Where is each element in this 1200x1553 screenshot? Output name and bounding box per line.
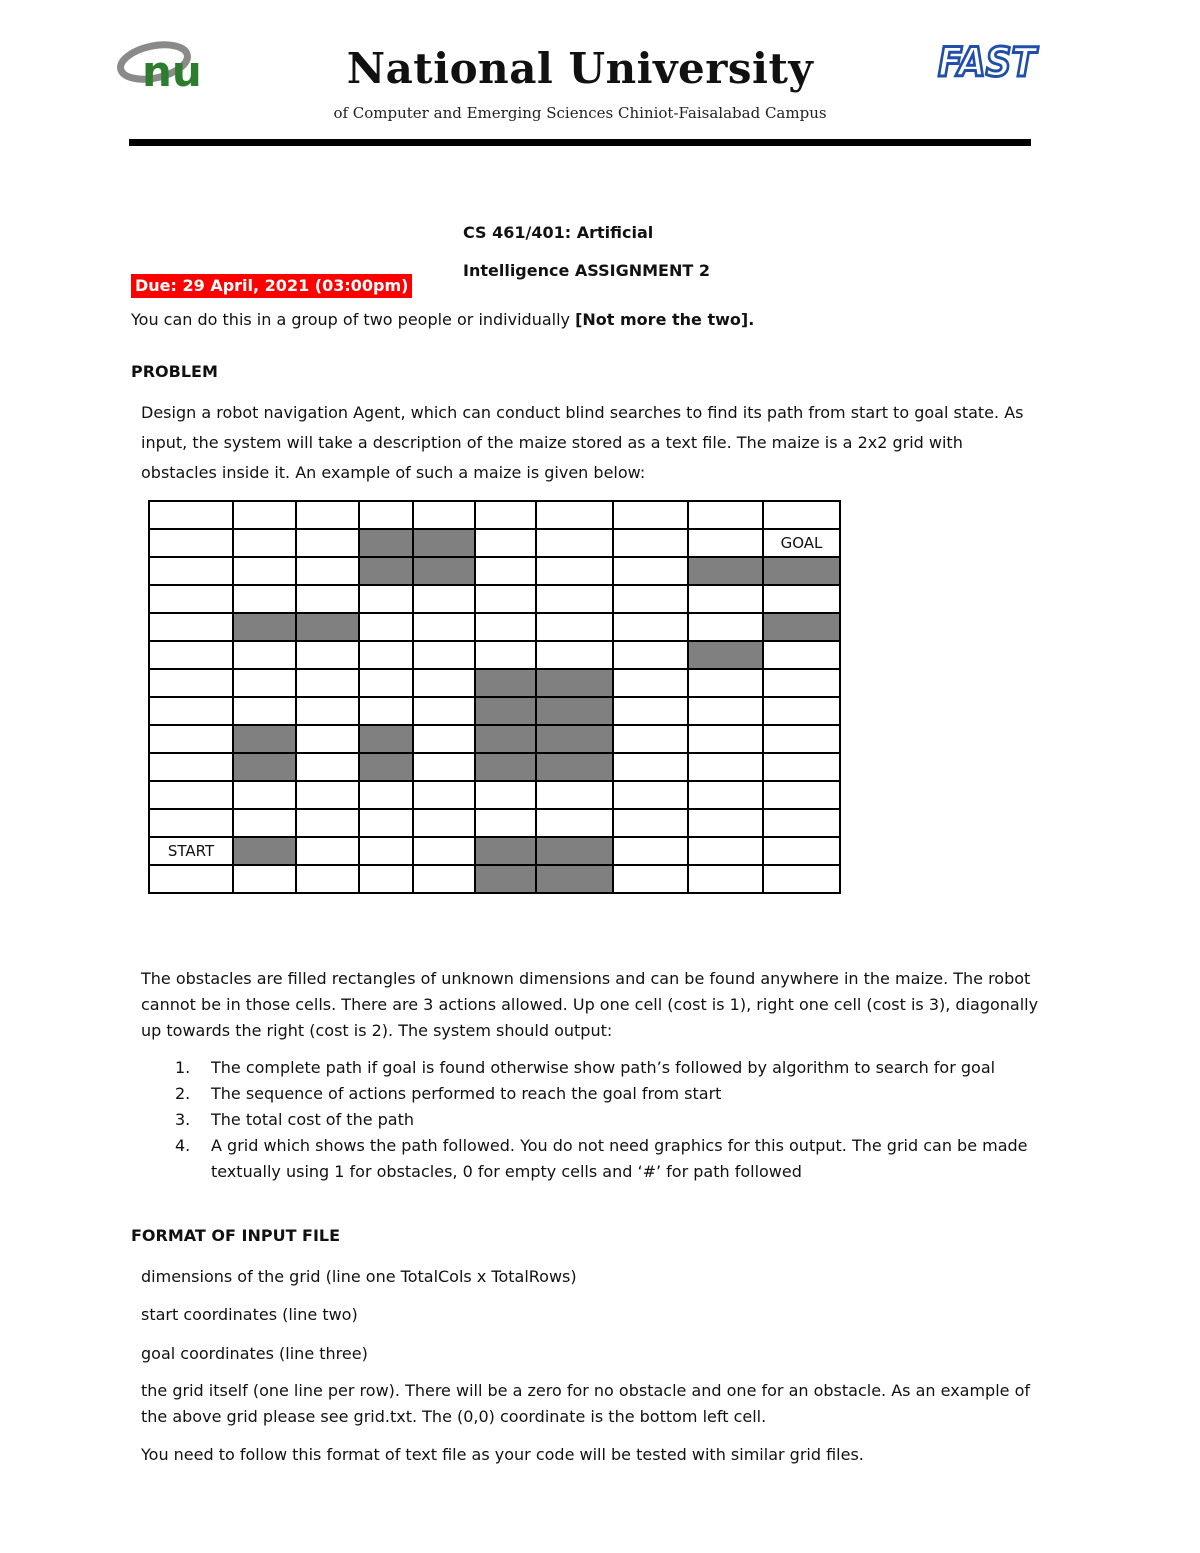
maze-empty-cell (413, 585, 475, 613)
format-line-note: You need to follow this format of text file as your code will be tested with similar grid files. (141, 1445, 864, 1464)
maze-empty-cell (763, 837, 840, 865)
maze-empty-cell (413, 501, 475, 529)
format-line-goal: goal coordinates (line three) (141, 1344, 368, 1363)
maze-empty-cell (413, 809, 475, 837)
maze-empty-cell (475, 585, 536, 613)
maze-empty-cell (149, 585, 233, 613)
maze-empty-cell (296, 669, 359, 697)
maze-empty-cell (359, 501, 413, 529)
maze-empty-cell (413, 641, 475, 669)
maze-empty-cell (613, 753, 688, 781)
maze-empty-cell (233, 557, 296, 585)
maze-obstacle-cell (475, 865, 536, 893)
list-item-text: A grid which shows the path followed. You do not need graphics for this output. The grid can be made textually using 1 for obstacles, 0 for empty cells and ‘#’ for path followed (211, 1136, 1028, 1181)
maze-empty-cell (613, 865, 688, 893)
maze-empty-cell (233, 585, 296, 613)
maze-empty-cell (359, 613, 413, 641)
maze-obstacle-cell (688, 641, 763, 669)
maze-row (149, 753, 840, 781)
maze-empty-cell (688, 613, 763, 641)
fast-logo (936, 36, 1040, 84)
maze-empty-cell (233, 697, 296, 725)
maze-empty-cell (149, 501, 233, 529)
intro-text-end: . (748, 310, 755, 329)
list-item (141, 1055, 1041, 1081)
maze-empty-cell (475, 641, 536, 669)
course-title-line1: CS 461/401: Artificial (463, 223, 654, 242)
header-rule (129, 139, 1031, 146)
maze-obstacle-cell (763, 613, 840, 641)
maze-empty-cell (149, 809, 233, 837)
maze-empty-cell (613, 725, 688, 753)
intro-text-bold: [Not more the two] (575, 310, 749, 329)
nu-logo-text: nu (142, 47, 202, 96)
maze-obstacle-cell (475, 669, 536, 697)
maze-empty-cell (149, 781, 233, 809)
maze-empty-cell (688, 697, 763, 725)
maze-empty-cell (688, 725, 763, 753)
maze-obstacle-cell (475, 753, 536, 781)
maze-row (149, 697, 840, 725)
maze-empty-cell (613, 585, 688, 613)
maze-obstacle-cell (413, 529, 475, 557)
maze-empty-cell (149, 697, 233, 725)
maze-empty-cell (613, 697, 688, 725)
list-item-text: The total cost of the path (211, 1110, 415, 1129)
maze-empty-cell (296, 529, 359, 557)
maze-obstacle-cell (536, 865, 613, 893)
maze-empty-cell (475, 809, 536, 837)
maze-empty-cell (688, 585, 763, 613)
maze-empty-cell (149, 753, 233, 781)
maze-empty-cell (536, 557, 613, 585)
maze-empty-cell (613, 613, 688, 641)
maze-empty-cell (536, 613, 613, 641)
maze-empty-cell (149, 529, 233, 557)
maze-empty-cell (763, 501, 840, 529)
maze-empty-cell (763, 585, 840, 613)
maze-empty-cell (763, 809, 840, 837)
maze-empty-cell (763, 697, 840, 725)
maze-empty-cell (149, 725, 233, 753)
maze-empty-cell (296, 837, 359, 865)
maze-empty-cell (296, 501, 359, 529)
format-line-start: start coordinates (line two) (141, 1305, 358, 1324)
list-item-number: 3. (175, 1110, 191, 1129)
maze-empty-cell (359, 669, 413, 697)
due-date-badge: Due: 29 April, 2021 (03:00pm) (131, 274, 412, 298)
maze-empty-cell (536, 585, 613, 613)
format-line-dimensions: dimensions of the grid (line one TotalCols x TotalRows) (141, 1267, 577, 1286)
maze-obstacle-cell (359, 557, 413, 585)
maze-empty-cell (475, 529, 536, 557)
maze-empty-cell (149, 613, 233, 641)
maze-empty-cell (413, 669, 475, 697)
maze-empty-cell (688, 809, 763, 837)
maze-empty-cell (536, 641, 613, 669)
list-item (141, 1081, 1041, 1107)
maze-empty-cell (413, 781, 475, 809)
maze-empty-cell (688, 781, 763, 809)
list-item-number: 1. (175, 1058, 191, 1077)
maze-empty-cell (613, 837, 688, 865)
maze-empty-cell (475, 501, 536, 529)
maze-empty-cell (233, 529, 296, 557)
maze-empty-cell (296, 641, 359, 669)
maze-empty-cell (233, 641, 296, 669)
maze-empty-cell (688, 753, 763, 781)
maze-empty-cell (613, 641, 688, 669)
maze-row (149, 585, 840, 613)
maze-row (149, 669, 840, 697)
maze-empty-cell (296, 725, 359, 753)
maze-empty-cell (613, 781, 688, 809)
maze-obstacle-cell (296, 613, 359, 641)
maze-obstacle-cell (359, 753, 413, 781)
maze-empty-cell (413, 725, 475, 753)
maze-row (149, 557, 840, 585)
format-heading: FORMAT OF INPUT FILE (131, 1226, 341, 1245)
maze-empty-cell (233, 781, 296, 809)
maze-empty-cell (688, 837, 763, 865)
maze-empty-cell (613, 529, 688, 557)
maze-obstacle-cell (413, 557, 475, 585)
maze-empty-cell (359, 697, 413, 725)
maze-empty-cell (296, 753, 359, 781)
maze-obstacle-cell (475, 837, 536, 865)
maze-empty-cell (763, 641, 840, 669)
maze-obstacle-cell (475, 725, 536, 753)
maze-empty-cell (359, 585, 413, 613)
maze-empty-cell (359, 641, 413, 669)
maze-grid (148, 500, 841, 894)
maze-empty-cell (149, 865, 233, 893)
maze-row (149, 809, 840, 837)
maze-empty-cell (763, 781, 840, 809)
maze-start-cell: START (149, 837, 233, 865)
maze-row (149, 837, 840, 865)
maze-empty-cell (688, 529, 763, 557)
maze-row (149, 725, 840, 753)
maze-empty-cell (688, 865, 763, 893)
maze-empty-cell (536, 529, 613, 557)
maze-empty-cell (763, 753, 840, 781)
maze-empty-cell (413, 753, 475, 781)
fast-logo-text: FAST (938, 40, 1039, 84)
maze-empty-cell (359, 781, 413, 809)
problem-heading: PROBLEM (131, 362, 218, 381)
maze-empty-cell (359, 809, 413, 837)
maze-empty-cell (613, 557, 688, 585)
maze-obstacle-cell (536, 725, 613, 753)
maze-empty-cell (475, 613, 536, 641)
maze-obstacle-cell (359, 725, 413, 753)
maze-empty-cell (763, 725, 840, 753)
maze-empty-cell (359, 865, 413, 893)
maze-empty-cell (613, 501, 688, 529)
list-item (141, 1133, 1041, 1185)
maze-empty-cell (475, 781, 536, 809)
list-item-number: 2. (175, 1084, 191, 1103)
obstacle-description: The obstacles are filled rectangles of unknown dimensions and can be found anywhere in the maize. The robot cannot be in those cells. There are 3 actions allowed. Up one cell (cost is 1), right one cell (cost is 3), diagonally up towards the right (cost is 2). The system should output: (141, 969, 1039, 1040)
intro-text-main: You can do this in a group of two people or individually (131, 310, 576, 329)
university-name: National University (346, 44, 814, 93)
list-item-number: 4. (175, 1136, 191, 1155)
maze-empty-cell (296, 865, 359, 893)
maze-empty-cell (413, 613, 475, 641)
maze-obstacle-cell (233, 753, 296, 781)
maze-empty-cell (688, 669, 763, 697)
list-item-text: The complete path if goal is found otherwise show path’s followed by algorithm to search for goal (211, 1058, 996, 1077)
maze-obstacle-cell (359, 529, 413, 557)
maze-obstacle-cell (536, 753, 613, 781)
maze-row (149, 865, 840, 893)
list-item-text: The sequence of actions performed to reach the goal from start (211, 1084, 722, 1103)
maze-empty-cell (233, 669, 296, 697)
maze-empty-cell (536, 809, 613, 837)
output-list (141, 1055, 1041, 1185)
maze-empty-cell (149, 557, 233, 585)
maze-row (149, 529, 840, 557)
maze-empty-cell (475, 557, 536, 585)
maze-obstacle-cell (536, 669, 613, 697)
problem-text: Design a robot navigation Agent, which can conduct blind searches to find its path from start to goal state. As input, the system will take a description of the maize stored as a text file. The maize is a 2x2 grid with obstacles inside it. An example of such a maize is given below: (141, 403, 1024, 482)
university-subtitle: of Computer and Emerging Sciences Chiniot-Faisalabad Campus (333, 104, 827, 122)
maze-empty-cell (413, 697, 475, 725)
maze-empty-cell (763, 669, 840, 697)
maze-obstacle-cell (536, 837, 613, 865)
maze-table (148, 500, 841, 894)
maze-empty-cell (413, 837, 475, 865)
maze-empty-cell (296, 809, 359, 837)
maze-empty-cell (413, 865, 475, 893)
maze-obstacle-cell (688, 557, 763, 585)
maze-empty-cell (149, 669, 233, 697)
maze-empty-cell (233, 865, 296, 893)
maze-obstacle-cell (536, 697, 613, 725)
maze-empty-cell (613, 809, 688, 837)
course-title (463, 214, 763, 290)
maze-row (149, 501, 840, 529)
maze-empty-cell (296, 781, 359, 809)
maze-row (149, 781, 840, 809)
maze-empty-cell (149, 641, 233, 669)
course-title-line2: Intelligence ASSIGNMENT 2 (463, 261, 710, 280)
maze-goal-cell: GOAL (763, 529, 840, 557)
maze-obstacle-cell (233, 613, 296, 641)
maze-empty-cell (763, 865, 840, 893)
maze-obstacle-cell (475, 697, 536, 725)
maze-row (149, 641, 840, 669)
maze-empty-cell (296, 585, 359, 613)
maze-empty-cell (359, 837, 413, 865)
intro-text (131, 310, 1051, 329)
maze-empty-cell (233, 501, 296, 529)
maze-empty-cell (536, 501, 613, 529)
maze-row (149, 613, 840, 641)
format-line-grid: the grid itself (one line per row). There will be a zero for no obstacle and one for an obstacle. As an example of the above grid please see grid.txt. The (0,0) coordinate is the bottom left cell. (141, 1381, 1030, 1426)
list-item (141, 1107, 1041, 1133)
maze-obstacle-cell (233, 837, 296, 865)
maze-empty-cell (613, 669, 688, 697)
maze-obstacle-cell (763, 557, 840, 585)
maze-empty-cell (296, 557, 359, 585)
maze-empty-cell (536, 781, 613, 809)
maze-empty-cell (233, 809, 296, 837)
maze-obstacle-cell (233, 725, 296, 753)
maze-empty-cell (688, 501, 763, 529)
maze-empty-cell (296, 697, 359, 725)
